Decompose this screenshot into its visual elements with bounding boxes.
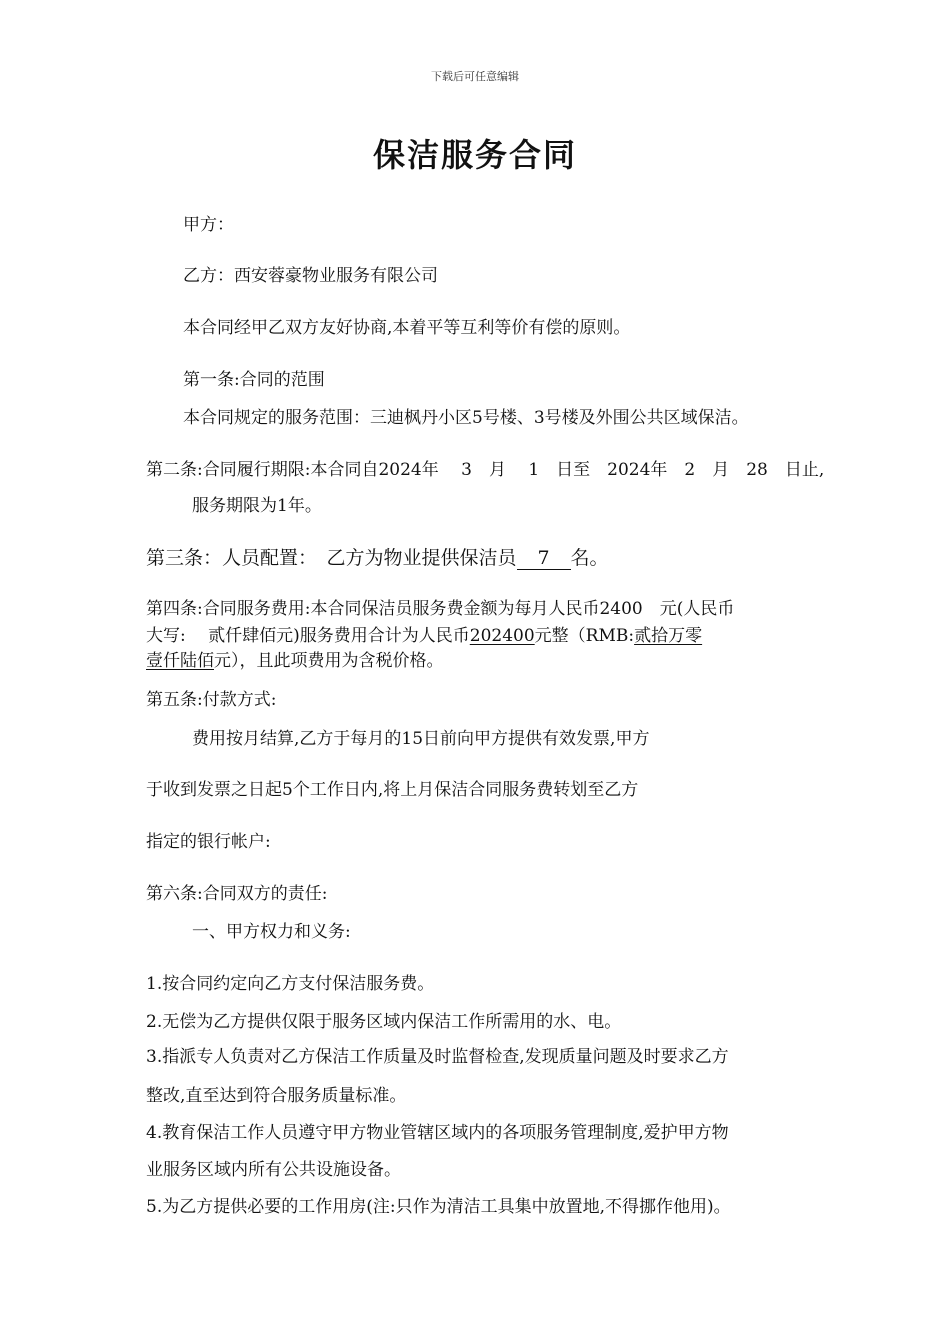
total-amount: 202400: [469, 626, 535, 646]
article5-line3: 指定的银行帐户:: [146, 832, 271, 852]
cleaner-count: 7: [517, 547, 571, 570]
article1-heading: 第一条:合同的范围: [183, 370, 325, 390]
list-item: 1.按合同约定向乙方支付保洁服务费。: [146, 974, 435, 994]
article3-suffix: 名。: [570, 547, 609, 569]
document-title: 保洁服务合同: [372, 136, 577, 174]
article4-line3: [146, 650, 444, 672]
list-item: 5.为乙方提供必要的工作用房(注:只作为清洁工具集中放置地,不得挪作他用)。: [146, 1197, 731, 1217]
intro-paragraph: 本合同经甲乙双方友好协商,本着平等互利等价有偿的原则。: [183, 318, 631, 338]
list-item: 3.指派专人负责对乙方保洁工作质量及时监督检查,发现质量问题及时要求乙方: [146, 1047, 729, 1067]
party-b: 乙方：西安蓉豪物业服务有限公司: [183, 266, 438, 286]
party-a: 甲方：: [183, 215, 234, 235]
article1-body: 本合同规定的服务范围：三迪枫丹小区5号楼、3号楼及外围公共区域保洁。: [183, 408, 749, 428]
article6-subheading: 一、甲方权力和义务:: [192, 922, 351, 942]
list-item: 4.教育保洁工作人员遵守甲方物业管辖区域内的各项服务管理制度,爱护甲方物: [146, 1123, 729, 1143]
article2-line1: 第二条:合同履行期限:本合同自2024年 3 月 1 日至 2024年 2 月 28 日止,: [146, 460, 825, 480]
article4-line2-prefix: 大写: 贰仟肆佰元)服务费用合计为人民币: [146, 626, 470, 646]
article6-heading: 第六条:合同双方的责任:: [146, 884, 328, 904]
article3-prefix: 第三条：人员配置： 乙方为物业提供保洁员: [146, 547, 517, 569]
article3-staffing: [146, 547, 609, 570]
list-item: 2.无偿为乙方提供仅限于服务区域内保洁工作所需用的水、电。: [146, 1012, 622, 1032]
header-note: 下载后可任意编辑: [431, 70, 519, 83]
article4-line3-suffix: 元），且此项费用为含税价格。: [214, 651, 444, 671]
article2-line2: 服务期限为1年。: [192, 496, 322, 516]
list-item: 整改,直至达到符合服务质量标准。: [146, 1086, 407, 1106]
article4-line2: [146, 625, 702, 647]
article4-line1: 第四条:合同服务费用:本合同保洁员服务费金额为每月人民币2400 元(人民币: [146, 599, 735, 619]
amount-in-words-part1: 贰拾万零: [634, 626, 703, 646]
amount-in-words-part2: 壹仟陆佰: [146, 651, 214, 671]
article5-line2: 于收到发票之日起5个工作日内,将上月保洁合同服务费转划至乙方: [146, 780, 639, 800]
article5-line1: 费用按月结算,乙方于每月的15日前向甲方提供有效发票,甲方: [192, 729, 650, 749]
list-item: 业服务区域内所有公共设施设备。: [146, 1160, 401, 1180]
article5-heading: 第五条:付款方式:: [146, 690, 277, 710]
article4-line2-mid: 元整（RMB:: [534, 626, 635, 646]
